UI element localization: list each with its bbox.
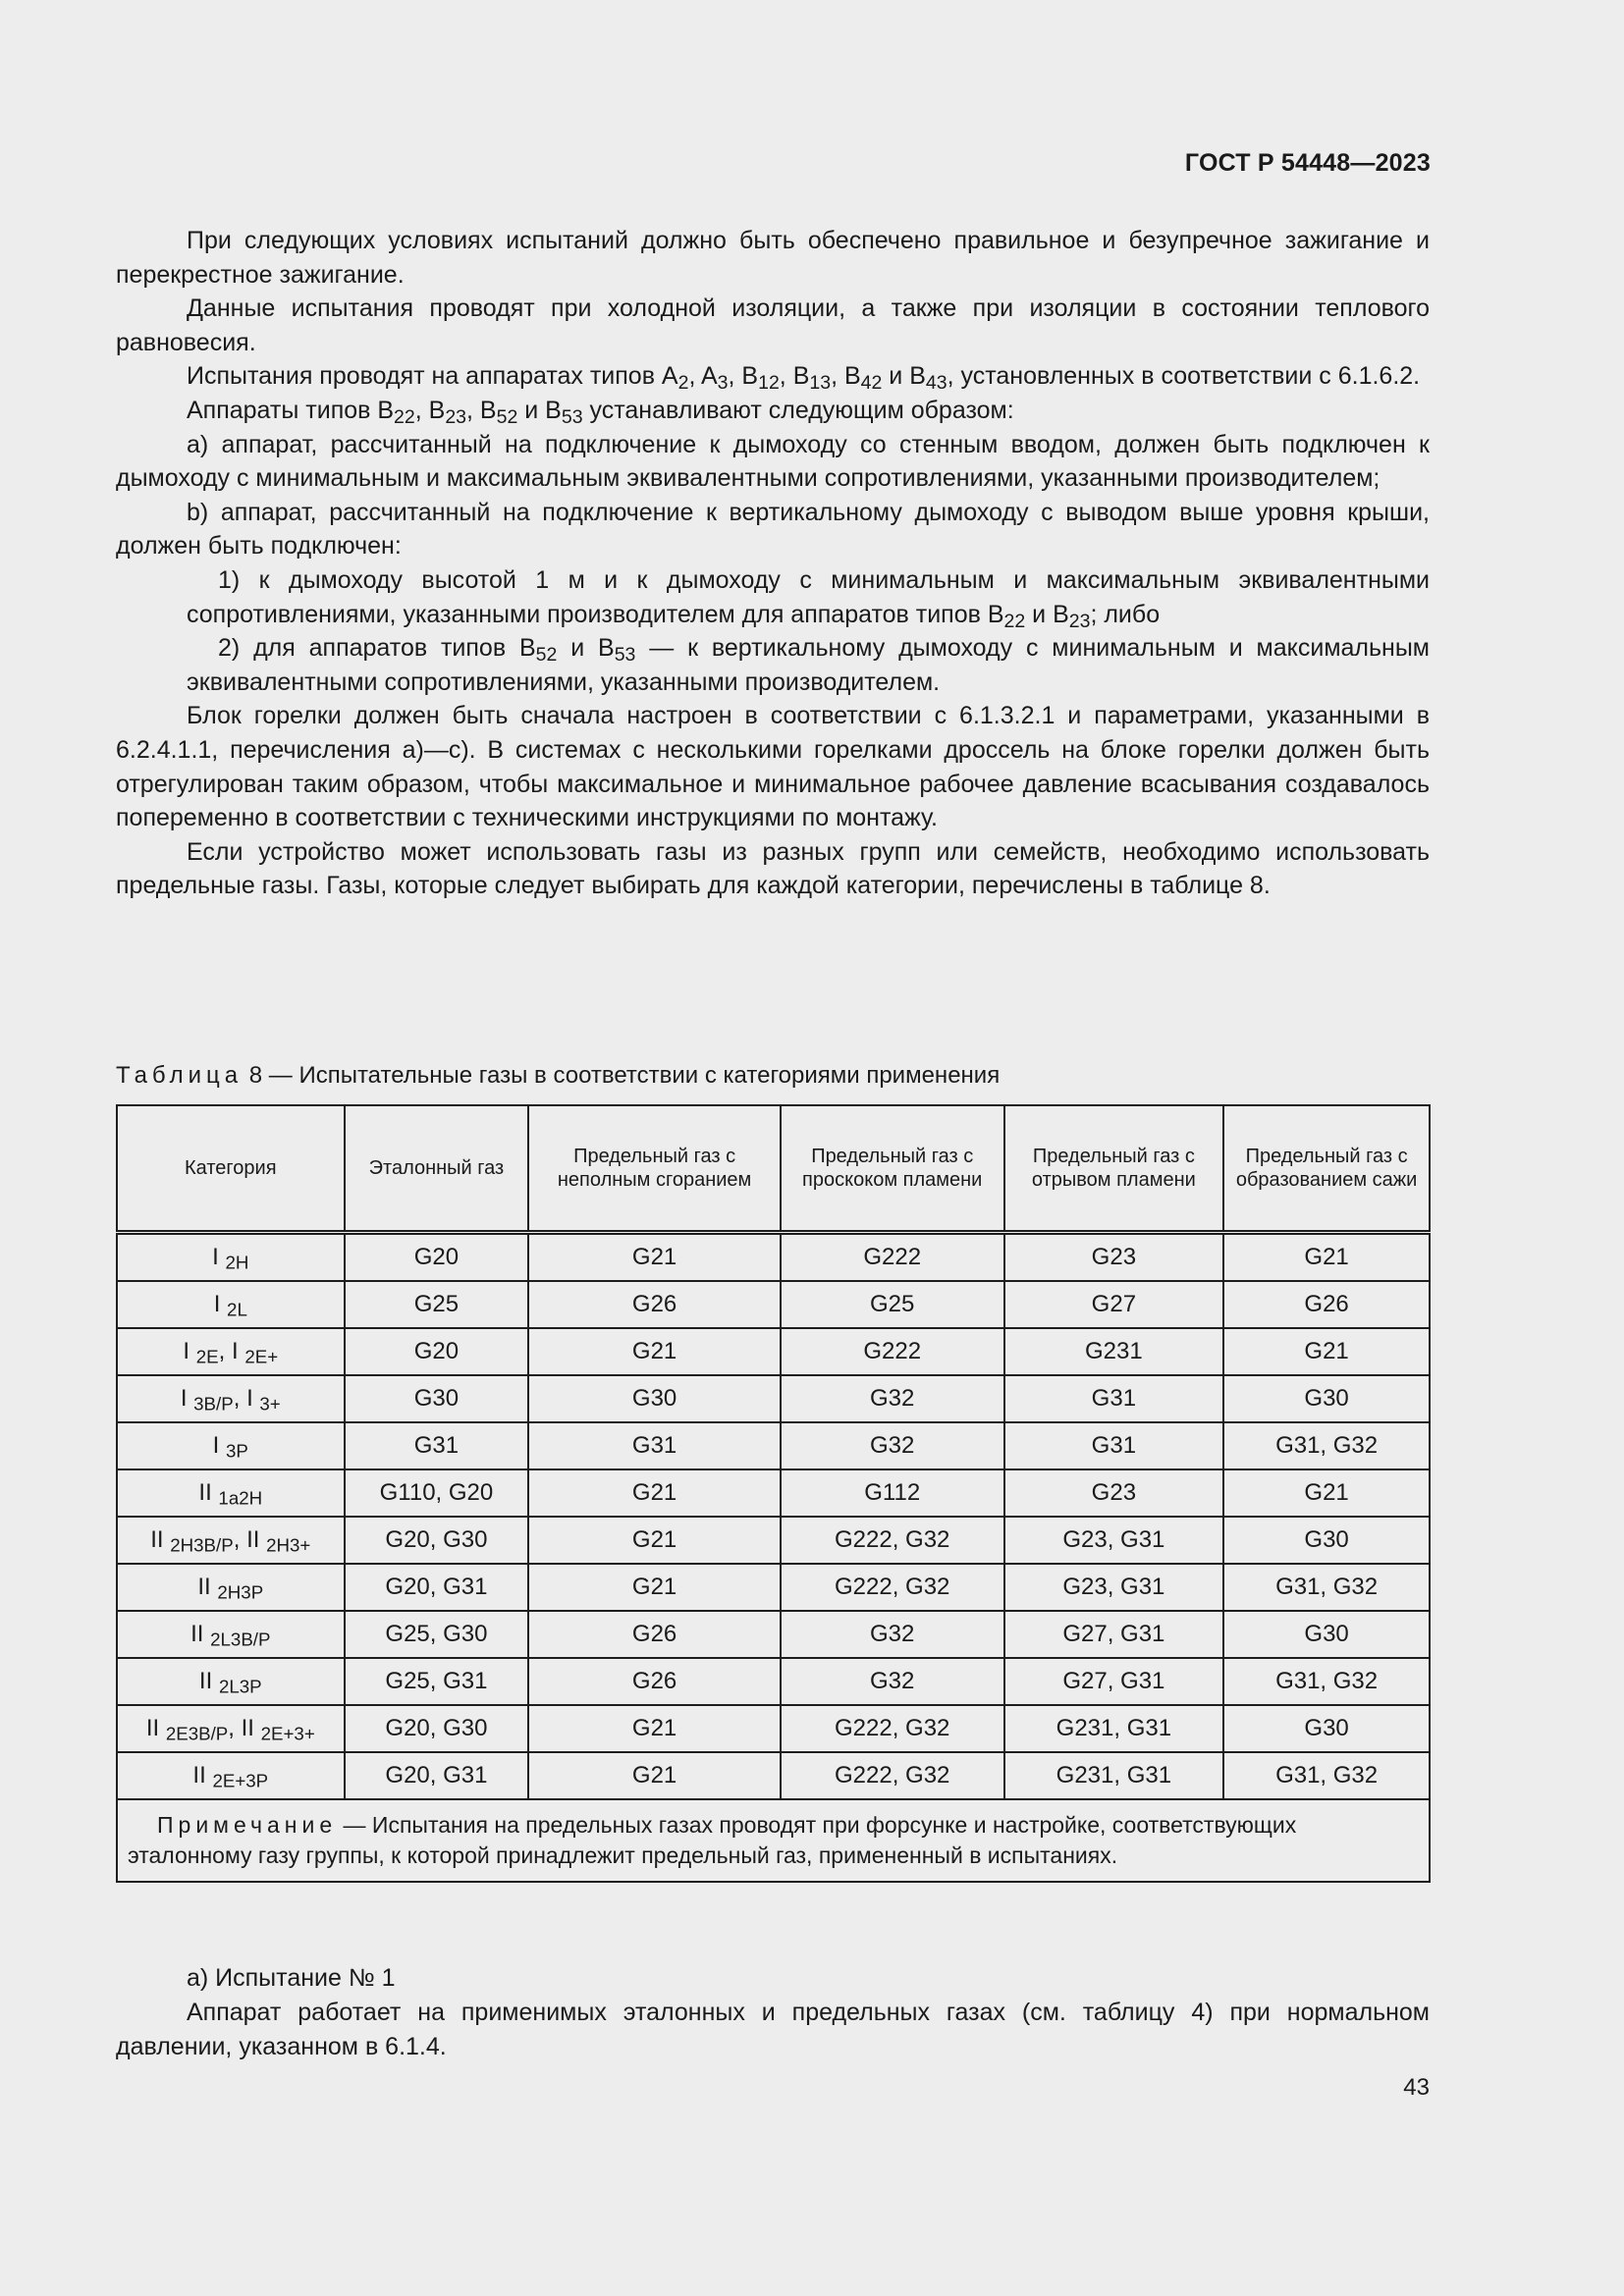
paragraph: Блок горелки должен быть сначала настроен в соответствии с 6.1.3.2.1 и параметрами, указанными в 6.2.4.1.1, перечисления a)—c). В системах с несколькими горелками дроссель на блоке горелки должен быть отрегулирован таким образом, чтобы максимальное и минимальное рабочее давление всасывания создавалось попеременно в соответствии с техническими инструкциями по монтажу. [116, 702, 1430, 832]
paragraph: Если устройство может использовать газы из разных групп или семейств, необходимо использовать предельные газы. Газы, которые следует выбирать для каждой категории, перечислены в таблице 8. [116, 837, 1430, 900]
category-cell: I $_{3B/P}$, I $_{3+}$ [117, 1375, 345, 1422]
table-cell: G112 [781, 1469, 1004, 1517]
paragraph: a) аппарат, рассчитанный на подключение к дымоходу со стенным вводом, должен быть подключен к дымоходу с минимальным и максимальным эквивалентными сопротивлениями, указанными производителем; [116, 430, 1430, 493]
table-cell: G21 [1223, 1233, 1430, 1282]
table-cell: G21 [528, 1469, 781, 1517]
table-row [117, 1517, 1430, 1564]
table-cell: G25 [781, 1281, 1004, 1328]
category-cell: II $_{2L3B/P}$ [117, 1611, 345, 1658]
category-cell: II $_{1a2H}$ [117, 1469, 345, 1517]
category-cell: I $_{2E}$, I $_{2E+}$ [117, 1328, 345, 1375]
table-cell: G30 [1223, 1611, 1430, 1658]
table-cell: G21 [1223, 1469, 1430, 1517]
category-cell: II $_{2L3P}$ [117, 1658, 345, 1705]
table-cell: G231, G31 [1004, 1752, 1224, 1799]
table-cell: G20, G30 [345, 1517, 529, 1564]
table-cell: G26 [1223, 1281, 1430, 1328]
table-cell: G31 [528, 1422, 781, 1469]
table-cell: G20 [345, 1233, 529, 1282]
table-cell: G27, G31 [1004, 1611, 1224, 1658]
column-header: Предельный газ с отрывом пламени [1004, 1105, 1224, 1233]
table-cell: G30 [1223, 1705, 1430, 1752]
table-cell: G20 [345, 1328, 529, 1375]
table-cell: G32 [781, 1611, 1004, 1658]
table-cell: G30 [1223, 1375, 1430, 1422]
category-cell: I $_{2L}$ [117, 1281, 345, 1328]
column-header: Предельный газ с неполным сгоранием [528, 1105, 781, 1233]
table-cell: G25, G31 [345, 1658, 529, 1705]
paragraph: Аппарат работает на применимых эталонных и предельных газах (см. таблицу 4) при нормальном давлении, указанном в 6.1.4. [116, 1999, 1430, 2060]
column-header: Эталонный газ [345, 1105, 529, 1233]
table-cell: G222, G32 [781, 1564, 1004, 1611]
table-cell: G222 [781, 1328, 1004, 1375]
table-cell: G222 [781, 1233, 1004, 1282]
table-row [117, 1705, 1430, 1752]
column-header: Предельный газ с образованием сажи [1223, 1105, 1430, 1233]
table-row [117, 1328, 1430, 1375]
category-cell: I $_{3P}$ [117, 1422, 345, 1469]
table-cell: G30 [1223, 1517, 1430, 1564]
column-header: Предельный газ с проскоком пламени [781, 1105, 1004, 1233]
paragraph: a) Испытание № 1 [187, 1964, 396, 1992]
table-cell: G21 [528, 1705, 781, 1752]
paragraph: Аппараты типов $B_{22}$, $B_{23}$, $B_{52}$ и $B_{53}$ устанавливают следующим образом: [187, 396, 1014, 428]
table-cell: G231, G31 [1004, 1705, 1224, 1752]
paragraph: 1) к дымоходу высотой 1 м и к дымоходу с минимальным и максимальным эквивалентными сопротивлениями, указанными производителем для аппаратов типов $B_{22}$ и $B_{23}$; либо [187, 565, 1430, 632]
page-number: 43 [1403, 2074, 1430, 2101]
table-cell: G30 [345, 1375, 529, 1422]
table-row [117, 1752, 1430, 1799]
table-cell: G110, G20 [345, 1469, 529, 1517]
table-row [117, 1564, 1430, 1611]
category-cell: I $_{2H}$ [117, 1233, 345, 1282]
category-cell: II $_{2E3B/P}$, II $_{2E+3+}$ [117, 1705, 345, 1752]
table-row [117, 1233, 1430, 1282]
document-header: ГОСТ Р 54448—2023 [1184, 149, 1431, 177]
table-cell: G30 [528, 1375, 781, 1422]
paragraph: Испытания проводят на аппаратах типов $A_2$, $A_3$, $B_{12}$, $B_{13}$, $B_{42}$ и $B_{43}$, установленных в соответствии с 6.1.6.2. [187, 362, 1421, 395]
table-cell: G222, G32 [781, 1517, 1004, 1564]
table-row [117, 1658, 1430, 1705]
table-cell: G31 [1004, 1375, 1224, 1422]
table-cell: G27 [1004, 1281, 1224, 1328]
table-cell: G21 [1223, 1328, 1430, 1375]
body-text [116, 224, 1430, 903]
after-table-text [116, 1961, 1430, 2064]
category-cell: II $_{2H3P}$ [117, 1564, 345, 1611]
table-cell: G25, G30 [345, 1611, 529, 1658]
paragraph: При следующих условиях испытаний должно быть обеспечено правильное и безупречное зажигание и перекрестное зажигание. [116, 227, 1430, 289]
table-cell: G21 [528, 1564, 781, 1611]
table-cell: G25 [345, 1281, 529, 1328]
table-cell: G26 [528, 1658, 781, 1705]
table-cell: G23, G31 [1004, 1564, 1224, 1611]
table-note: Примечание — Испытания на предельных газах проводят при форсунке и настройке, соответствующих эталонному газу группы, к которой принадлежит предельный газ, примененный в испытаниях. [117, 1799, 1430, 1882]
paragraph: Данные испытания проводят при холодной изоляции, а также при изоляции в состоянии теплового равновесия. [116, 294, 1430, 356]
test-gases-table [116, 1104, 1431, 1883]
paragraph: b) аппарат, рассчитанный на подключение к вертикальному дымоходу с выводом выше уровня крыши, должен быть подключен: [116, 498, 1430, 561]
table-cell: G32 [781, 1422, 1004, 1469]
table-cell: G31, G32 [1223, 1658, 1430, 1705]
table-header-row [117, 1105, 1430, 1233]
table-cell: G23 [1004, 1233, 1224, 1282]
table-cell: G31 [1004, 1422, 1224, 1469]
table-cell: G31 [345, 1422, 529, 1469]
table-cell: G31, G32 [1223, 1422, 1430, 1469]
table-row [117, 1422, 1430, 1469]
table-caption: Таблица 8 — Испытательные газы в соответствии с категориями применения [116, 1062, 1001, 1089]
table-cell: G26 [528, 1611, 781, 1658]
table-cell: G23, G31 [1004, 1517, 1224, 1564]
column-header: Категория [117, 1105, 345, 1233]
table-cell: G222, G32 [781, 1752, 1004, 1799]
table-cell: G27, G31 [1004, 1658, 1224, 1705]
table-row [117, 1281, 1430, 1328]
table-cell: G222, G32 [781, 1705, 1004, 1752]
table-cell: G21 [528, 1328, 781, 1375]
table-cell: G231 [1004, 1328, 1224, 1375]
paragraph: 2) для аппаратов типов $B_{52}$ и $B_{53}$ — к вертикальному дымоходу с минимальным и максимальным эквивалентными сопротивлениями, указанными производителем. [187, 634, 1430, 696]
table-cell: G32 [781, 1375, 1004, 1422]
table-row [117, 1375, 1430, 1422]
table-note-row [117, 1799, 1430, 1882]
table-cell: G26 [528, 1281, 781, 1328]
table-cell: G20, G30 [345, 1705, 529, 1752]
table-cell: G21 [528, 1752, 781, 1799]
table-cell: G20, G31 [345, 1752, 529, 1799]
table-cell: G32 [781, 1658, 1004, 1705]
category-cell: II $_{2H3B/P}$, II $_{2H3+}$ [117, 1517, 345, 1564]
table-cell: G31, G32 [1223, 1752, 1430, 1799]
table-row [117, 1611, 1430, 1658]
table-cell: G23 [1004, 1469, 1224, 1517]
category-cell: II $_{2E+3P}$ [117, 1752, 345, 1799]
table-cell: G21 [528, 1233, 781, 1282]
table-cell: G31, G32 [1223, 1564, 1430, 1611]
table-cell: G20, G31 [345, 1564, 529, 1611]
table-row [117, 1469, 1430, 1517]
table-cell: G21 [528, 1517, 781, 1564]
